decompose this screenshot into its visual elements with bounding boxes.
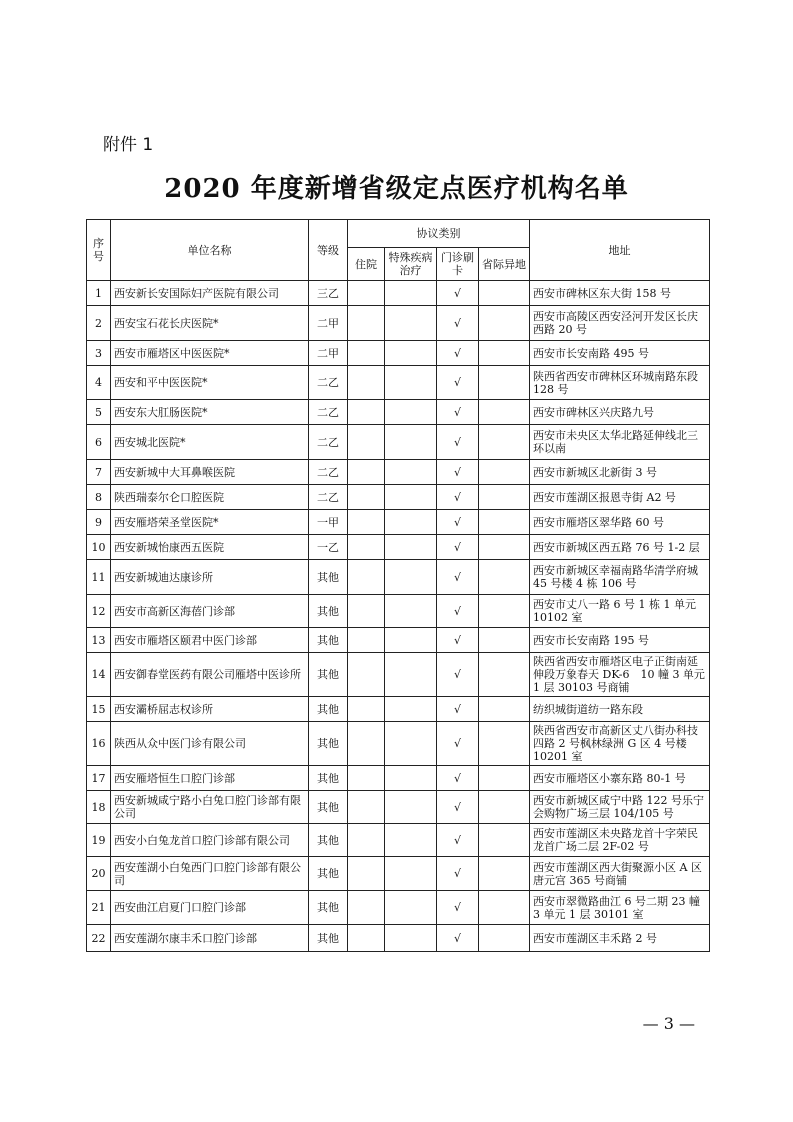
institution-address: 西安市莲湖区未央路龙首十字荣民龙首广场二层 2F-02 号 [530, 824, 710, 857]
special-disease-mark [385, 722, 437, 766]
row-number: 10 [87, 535, 111, 560]
page-number: — 3 — [642, 1014, 695, 1033]
outpatient-card-mark: √ [437, 341, 479, 366]
special-disease-mark [385, 766, 437, 791]
outpatient-card-mark: √ [437, 281, 479, 306]
table-row [87, 925, 710, 952]
attachment-label: 附件 1 [103, 135, 154, 155]
row-number: 5 [87, 400, 111, 425]
special-disease-mark [385, 653, 437, 697]
table-row [87, 697, 710, 722]
row-number: 17 [87, 766, 111, 791]
table-row [87, 400, 710, 425]
inpatient-mark [348, 510, 385, 535]
special-disease-mark [385, 595, 437, 628]
inpatient-mark [348, 460, 385, 485]
inpatient-mark [348, 366, 385, 400]
outpatient-card-mark: √ [437, 595, 479, 628]
institution-grade: 二乙 [309, 485, 348, 510]
outpatient-card-mark: √ [437, 366, 479, 400]
interprovincial-mark [479, 722, 530, 766]
special-disease-mark [385, 485, 437, 510]
institution-grade: 二乙 [309, 400, 348, 425]
institution-address: 西安市雁塔区小寨东路 80-1 号 [530, 766, 710, 791]
institution-grade: 三乙 [309, 281, 348, 306]
institution-address: 纺织城街道纺一路东段 [530, 697, 710, 722]
document-title: 2020 年度新增省级定点医疗机构名单 [164, 174, 629, 204]
outpatient-card-mark: √ [437, 485, 479, 510]
inpatient-mark [348, 628, 385, 653]
table-row [87, 791, 710, 824]
row-number: 2 [87, 306, 111, 341]
row-number: 14 [87, 653, 111, 697]
row-number: 1 [87, 281, 111, 306]
interprovincial-mark [479, 766, 530, 791]
institution-grade: 其他 [309, 628, 348, 653]
table-row [87, 306, 710, 341]
institution-table [86, 219, 710, 952]
inpatient-mark [348, 857, 385, 891]
row-number: 13 [87, 628, 111, 653]
outpatient-card-mark: √ [437, 824, 479, 857]
header-outpatient: 门诊刷卡 [437, 248, 479, 281]
institution-name: 西安市雁塔区中医医院* [111, 341, 309, 366]
institution-grade: 其他 [309, 824, 348, 857]
interprovincial-mark [479, 341, 530, 366]
special-disease-mark [385, 824, 437, 857]
institution-grade: 其他 [309, 857, 348, 891]
institution-grade: 二乙 [309, 366, 348, 400]
outpatient-card-mark: √ [437, 306, 479, 341]
inpatient-mark [348, 341, 385, 366]
special-disease-mark [385, 425, 437, 460]
table-row [87, 766, 710, 791]
inpatient-mark [348, 485, 385, 510]
header-name: 单位名称 [111, 220, 309, 281]
interprovincial-mark [479, 366, 530, 400]
outpatient-card-mark: √ [437, 510, 479, 535]
interprovincial-mark [479, 425, 530, 460]
special-disease-mark [385, 281, 437, 306]
special-disease-mark [385, 400, 437, 425]
institution-grade: 其他 [309, 560, 348, 595]
inpatient-mark [348, 653, 385, 697]
institution-grade: 其他 [309, 791, 348, 824]
outpatient-card-mark: √ [437, 697, 479, 722]
inpatient-mark [348, 281, 385, 306]
institution-name: 西安东大肛肠医院* [111, 400, 309, 425]
special-disease-mark [385, 925, 437, 952]
institution-address: 西安市莲湖区报恩寺街 A2 号 [530, 485, 710, 510]
outpatient-card-mark: √ [437, 560, 479, 595]
institution-address: 西安市翠微路曲江 6 号二期 23 幢 3 单元 1 层 30101 室 [530, 891, 710, 925]
institution-name: 西安雁塔恒生口腔门诊部 [111, 766, 309, 791]
table-row [87, 628, 710, 653]
outpatient-card-mark: √ [437, 791, 479, 824]
outpatient-card-mark: √ [437, 628, 479, 653]
special-disease-mark [385, 306, 437, 341]
interprovincial-mark [479, 510, 530, 535]
institution-grade: 二乙 [309, 425, 348, 460]
institution-name: 陕西从众中医门诊有限公司 [111, 722, 309, 766]
interprovincial-mark [479, 281, 530, 306]
outpatient-card-mark: √ [437, 535, 479, 560]
row-number: 21 [87, 891, 111, 925]
table-row [87, 281, 710, 306]
table-header [87, 220, 710, 281]
header-seq: 序号 [87, 220, 111, 281]
interprovincial-mark [479, 628, 530, 653]
special-disease-mark [385, 510, 437, 535]
row-number: 3 [87, 341, 111, 366]
institution-name: 西安和平中医医院* [111, 366, 309, 400]
institution-name: 西安莲湖小白兔西门口腔门诊部有限公司 [111, 857, 309, 891]
row-number: 11 [87, 560, 111, 595]
institution-name: 西安小白兔龙首口腔门诊部有限公司 [111, 824, 309, 857]
inpatient-mark [348, 595, 385, 628]
outpatient-card-mark: √ [437, 891, 479, 925]
institution-grade: 其他 [309, 722, 348, 766]
interprovincial-mark [479, 697, 530, 722]
special-disease-mark [385, 857, 437, 891]
outpatient-card-mark: √ [437, 425, 479, 460]
row-number: 8 [87, 485, 111, 510]
inpatient-mark [348, 560, 385, 595]
special-disease-mark [385, 535, 437, 560]
table-row [87, 535, 710, 560]
institution-address: 陕西省西安市雁塔区电子正街南延伸段万象春天 DK-6 10 幢 3 单元 1 层 30103 号商铺 [530, 653, 710, 697]
institution-name: 西安宝石花长庆医院* [111, 306, 309, 341]
special-disease-mark [385, 791, 437, 824]
institution-address: 西安市新城区咸宁中路 122 号乐宁会购物广场三层 104/105 号 [530, 791, 710, 824]
institution-address: 西安市莲湖区丰禾路 2 号 [530, 925, 710, 952]
row-number: 20 [87, 857, 111, 891]
institution-grade: 二甲 [309, 306, 348, 341]
institution-address: 西安市高陵区西安泾河开发区长庆西路 20 号 [530, 306, 710, 341]
inpatient-mark [348, 824, 385, 857]
interprovincial-mark [479, 824, 530, 857]
institution-address: 西安市长安南路 495 号 [530, 341, 710, 366]
row-number: 9 [87, 510, 111, 535]
interprovincial-mark [479, 891, 530, 925]
inpatient-mark [348, 722, 385, 766]
institution-name: 西安曲江启夏门口腔门诊部 [111, 891, 309, 925]
institution-address: 陕西省西安市高新区丈八街办科技四路 2 号枫林绿洲 G 区 4 号楼 10201 室 [530, 722, 710, 766]
institution-address: 西安市雁塔区翠华路 60 号 [530, 510, 710, 535]
interprovincial-mark [479, 400, 530, 425]
table-row [87, 460, 710, 485]
table-row [87, 425, 710, 460]
outpatient-card-mark: √ [437, 400, 479, 425]
institution-name: 西安莲湖尔康丰禾口腔门诊部 [111, 925, 309, 952]
interprovincial-mark [479, 595, 530, 628]
interprovincial-mark [479, 535, 530, 560]
table-row [87, 485, 710, 510]
institution-name: 西安雁塔荣圣堂医院* [111, 510, 309, 535]
outpatient-card-mark: √ [437, 766, 479, 791]
institution-name: 陕西瑞泰尔仑口腔医院 [111, 485, 309, 510]
institution-name: 西安灞桥屈志权诊所 [111, 697, 309, 722]
institution-grade: 一甲 [309, 510, 348, 535]
row-number: 12 [87, 595, 111, 628]
special-disease-mark [385, 891, 437, 925]
row-number: 16 [87, 722, 111, 766]
inpatient-mark [348, 400, 385, 425]
interprovincial-mark [479, 460, 530, 485]
table-row [87, 653, 710, 697]
institution-address: 西安市碑林区兴庆路九号 [530, 400, 710, 425]
outpatient-card-mark: √ [437, 460, 479, 485]
special-disease-mark [385, 628, 437, 653]
header-grade: 等级 [309, 220, 348, 281]
row-number: 22 [87, 925, 111, 952]
interprovincial-mark [479, 306, 530, 341]
interprovincial-mark [479, 485, 530, 510]
special-disease-mark [385, 366, 437, 400]
table-row [87, 857, 710, 891]
institution-address: 陕西省西安市碑林区环城南路东段 128 号 [530, 366, 710, 400]
interprovincial-mark [479, 653, 530, 697]
institution-grade: 其他 [309, 925, 348, 952]
inpatient-mark [348, 306, 385, 341]
institution-grade: 其他 [309, 891, 348, 925]
row-number: 19 [87, 824, 111, 857]
institution-grade: 二乙 [309, 460, 348, 485]
institution-address: 西安市新城区幸福南路华清学府城 45 号楼 4 栋 106 号 [530, 560, 710, 595]
institution-grade: 二甲 [309, 341, 348, 366]
institution-address: 西安市碑林区东大街 158 号 [530, 281, 710, 306]
table-row [87, 824, 710, 857]
special-disease-mark [385, 341, 437, 366]
interprovincial-mark [479, 560, 530, 595]
institution-address: 西安市未央区太华北路延伸线北三环以南 [530, 425, 710, 460]
inpatient-mark [348, 697, 385, 722]
row-number: 6 [87, 425, 111, 460]
header-offsite: 省际异地 [479, 248, 530, 281]
institution-grade: 其他 [309, 766, 348, 791]
inpatient-mark [348, 891, 385, 925]
institution-address: 西安市莲湖区西大街聚源小区 A 区唐元宫 365 号商铺 [530, 857, 710, 891]
row-number: 18 [87, 791, 111, 824]
table-row [87, 595, 710, 628]
inpatient-mark [348, 766, 385, 791]
outpatient-card-mark: √ [437, 722, 479, 766]
table-row [87, 366, 710, 400]
row-number: 15 [87, 697, 111, 722]
outpatient-card-mark: √ [437, 653, 479, 697]
inpatient-mark [348, 535, 385, 560]
table-row [87, 341, 710, 366]
row-number: 7 [87, 460, 111, 485]
institution-name: 西安市雁塔区颐君中医门诊部 [111, 628, 309, 653]
interprovincial-mark [479, 791, 530, 824]
outpatient-card-mark: √ [437, 857, 479, 891]
institution-name: 西安市高新区海蓓门诊部 [111, 595, 309, 628]
interprovincial-mark [479, 857, 530, 891]
special-disease-mark [385, 560, 437, 595]
institution-name: 西安新城中大耳鼻喉医院 [111, 460, 309, 485]
institution-name: 西安新城怡康西五医院 [111, 535, 309, 560]
institution-grade: 其他 [309, 697, 348, 722]
row-number: 4 [87, 366, 111, 400]
header-agreement: 协议类别 [348, 220, 530, 248]
header-address: 地址 [530, 220, 710, 281]
institution-grade: 其他 [309, 595, 348, 628]
institution-address: 西安市长安南路 195 号 [530, 628, 710, 653]
interprovincial-mark [479, 925, 530, 952]
table-body [87, 281, 710, 952]
institution-address: 西安市新城区北新街 3 号 [530, 460, 710, 485]
inpatient-mark [348, 925, 385, 952]
institution-name: 西安新长安国际妇产医院有限公司 [111, 281, 309, 306]
institution-address: 西安市新城区西五路 76 号 1-2 层 [530, 535, 710, 560]
inpatient-mark [348, 425, 385, 460]
header-special: 特殊疾病治疗 [385, 248, 437, 281]
special-disease-mark [385, 697, 437, 722]
outpatient-card-mark: √ [437, 925, 479, 952]
table-row [87, 510, 710, 535]
table-row [87, 891, 710, 925]
institution-grade: 其他 [309, 653, 348, 697]
institution-name: 西安新城迪达康诊所 [111, 560, 309, 595]
header-inpatient: 住院 [348, 248, 385, 281]
institution-name: 西安御春堂医药有限公司雁塔中医诊所 [111, 653, 309, 697]
table-row [87, 560, 710, 595]
institution-address: 西安市丈八一路 6 号 1 栋 1 单元 10102 室 [530, 595, 710, 628]
table-row [87, 722, 710, 766]
special-disease-mark [385, 460, 437, 485]
institution-grade: 一乙 [309, 535, 348, 560]
inpatient-mark [348, 791, 385, 824]
institution-name: 西安城北医院* [111, 425, 309, 460]
institution-name: 西安新城咸宁路小白兔口腔门诊部有限公司 [111, 791, 309, 824]
